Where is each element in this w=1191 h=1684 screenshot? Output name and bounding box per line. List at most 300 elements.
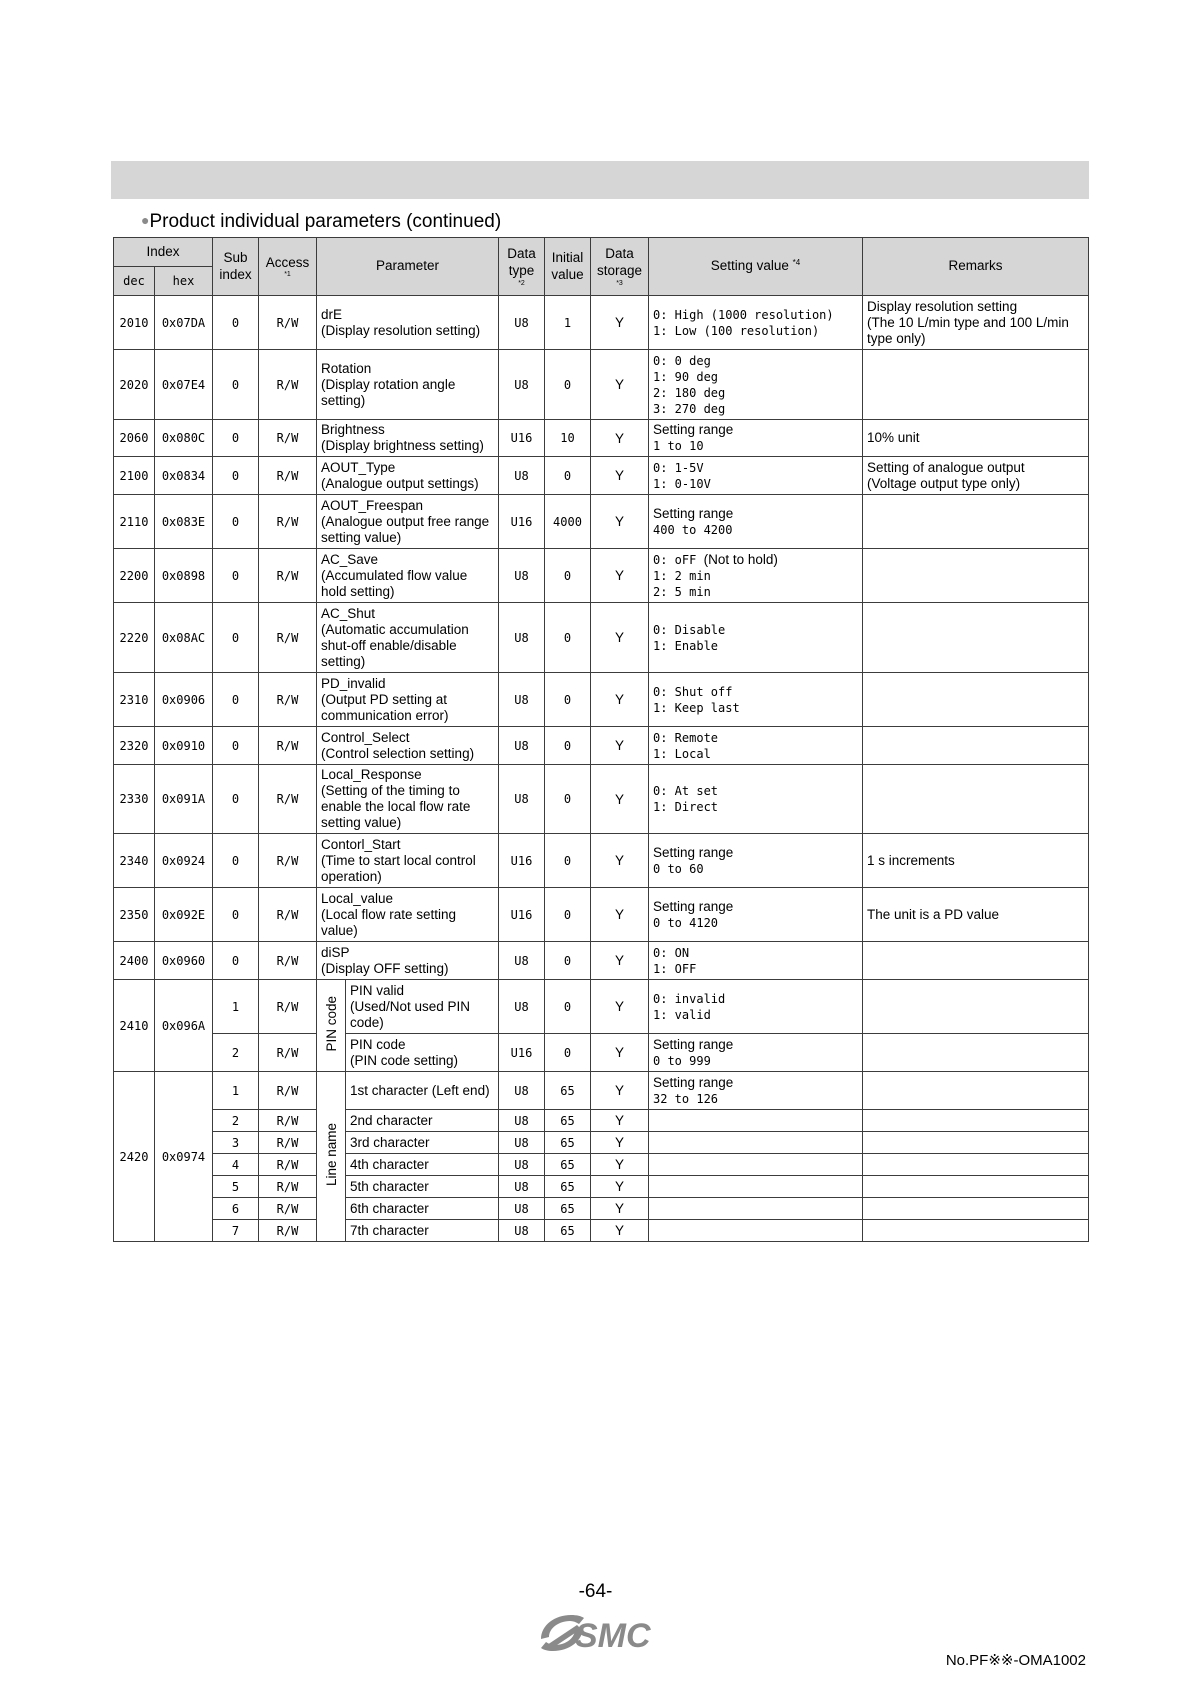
parameter-cell bbox=[317, 549, 499, 603]
hex-index-cell: 0x0906 bbox=[155, 673, 213, 727]
remarks-cell-line: Display resolution setting bbox=[867, 298, 1018, 314]
setting-value-cell bbox=[649, 296, 863, 350]
parameter-cell-line: (Analogue output free range bbox=[321, 513, 490, 529]
access-cell: R/W bbox=[259, 457, 317, 495]
section-heading bbox=[141, 211, 501, 233]
parameter-cell bbox=[317, 603, 499, 673]
header-hex: hex bbox=[155, 267, 213, 296]
parameter-cell-line: setting) bbox=[321, 392, 366, 408]
parameter-cell-line: (Local flow rate setting bbox=[321, 906, 457, 922]
access-cell: R/W bbox=[259, 727, 317, 765]
setting-value-cell bbox=[649, 1072, 863, 1110]
data-type-cell: U8 bbox=[499, 1198, 545, 1220]
table-row bbox=[114, 765, 1089, 834]
parameter-cell-line: AC_Save bbox=[321, 551, 379, 567]
setting-value-cell bbox=[649, 834, 863, 888]
data-storage-cell: Y bbox=[591, 603, 649, 673]
remarks-cell bbox=[863, 834, 1089, 888]
initial-value-cell: 0 bbox=[545, 673, 591, 727]
setting-value-line: 0 to 60 bbox=[653, 861, 704, 876]
sub-index-cell: 0 bbox=[213, 457, 259, 495]
dec-index-cell: 2060 bbox=[114, 420, 155, 457]
parameter-cell-line: (PIN code setting) bbox=[350, 1052, 459, 1068]
setting-note: (Not to hold) bbox=[703, 551, 778, 567]
setting-value-line: 3: 270 deg bbox=[653, 401, 726, 416]
remarks-cell-line: 10% unit bbox=[867, 430, 920, 445]
remarks-cell bbox=[863, 296, 1089, 350]
parameter-cell-line: (Display rotation angle bbox=[321, 376, 456, 392]
access-cell: R/W bbox=[259, 765, 317, 834]
data-type-cell: U8 bbox=[499, 1110, 545, 1132]
parameter-cell-line: (Display brightness setting) bbox=[321, 438, 484, 453]
table-row bbox=[114, 980, 1089, 1034]
parameter-cell-line: 4th character bbox=[350, 1156, 429, 1172]
setting-value-cell bbox=[649, 603, 863, 673]
setting-value-line: Setting range bbox=[653, 844, 734, 860]
remarks-cell bbox=[863, 1198, 1089, 1220]
header-setting-value: Setting value $^{*4}$ bbox=[649, 238, 863, 296]
parameter-cell-line: hold setting) bbox=[321, 583, 395, 599]
access-cell: R/W bbox=[259, 673, 317, 727]
data-storage-cell: Y bbox=[591, 1132, 649, 1154]
dec-index-cell: 2100 bbox=[114, 457, 155, 495]
sub-index-cell: 1 bbox=[213, 980, 259, 1034]
data-type-cell: U16 bbox=[499, 495, 545, 549]
remarks-cell bbox=[863, 1034, 1089, 1072]
parameter-cell-line: Rotation bbox=[321, 360, 372, 376]
sub-index-cell: 5 bbox=[213, 1176, 259, 1198]
setting-value-cell bbox=[649, 1154, 863, 1176]
setting-value-line: 0: 0 deg bbox=[653, 353, 711, 368]
bullet-icon: ● bbox=[141, 212, 150, 228]
table-row bbox=[114, 1034, 1089, 1072]
setting-value-line: 1: 0-10V bbox=[653, 476, 711, 491]
access-cell: R/W bbox=[259, 1154, 317, 1176]
parameter-cell bbox=[317, 765, 499, 834]
initial-value-cell: 4000 bbox=[545, 495, 591, 549]
setting-value-line: 1: 90 deg bbox=[653, 369, 719, 384]
access-cell: R/W bbox=[259, 1198, 317, 1220]
data-type-cell: U8 bbox=[499, 1154, 545, 1176]
initial-value-cell: 0 bbox=[545, 765, 591, 834]
data-storage-cell: Y bbox=[591, 1198, 649, 1220]
data-type-cell: U8 bbox=[499, 1132, 545, 1154]
dec-index-cell: 2110 bbox=[114, 495, 155, 549]
parameter-cell-line: Contorl_Start bbox=[321, 836, 401, 852]
header-sub-index: Sub index bbox=[213, 238, 259, 296]
parameter-cell-line: setting) bbox=[321, 653, 366, 669]
hex-index-cell: 0x080C bbox=[155, 420, 213, 457]
initial-value-cell: 0 bbox=[545, 1034, 591, 1072]
parameter-cell-line: (Analogue output settings) bbox=[321, 475, 479, 491]
hex-index-cell: 0x0974 bbox=[155, 1072, 213, 1242]
group-label-cell bbox=[317, 980, 346, 1072]
parameter-cell bbox=[346, 1198, 499, 1220]
parameter-cell bbox=[346, 980, 499, 1034]
table-row bbox=[114, 1198, 1089, 1220]
sub-index-cell: 0 bbox=[213, 673, 259, 727]
initial-value-cell: 1 bbox=[545, 296, 591, 350]
dec-index-cell: 2310 bbox=[114, 673, 155, 727]
parameter-cell bbox=[317, 495, 499, 549]
parameter-cell-line: AOUT_Freespan bbox=[321, 497, 424, 513]
sub-index-cell: 0 bbox=[213, 296, 259, 350]
parameters-table bbox=[113, 237, 1089, 1242]
initial-value-cell: 65 bbox=[545, 1154, 591, 1176]
hex-index-cell: 0x0924 bbox=[155, 834, 213, 888]
sub-index-cell: 0 bbox=[213, 727, 259, 765]
setting-value-cell bbox=[649, 765, 863, 834]
remarks-cell-line: Setting of analogue output bbox=[867, 459, 1025, 475]
dec-index-cell: 2400 bbox=[114, 942, 155, 980]
sub-index-cell: 4 bbox=[213, 1154, 259, 1176]
parameter-cell-line: 5th character bbox=[350, 1178, 429, 1194]
data-storage-cell: Y bbox=[591, 727, 649, 765]
parameter-cell-line: (Automatic accumulation bbox=[321, 621, 469, 637]
access-cell: R/W bbox=[259, 350, 317, 420]
parameter-cell-line: Local_Response bbox=[321, 767, 422, 782]
data-storage-cell: Y bbox=[591, 1072, 649, 1110]
initial-value-cell: 65 bbox=[545, 1176, 591, 1198]
dec-index-cell: 2330 bbox=[114, 765, 155, 834]
remarks-cell-line: (Voltage output type only) bbox=[867, 475, 1021, 491]
data-type-cell: U8 bbox=[499, 942, 545, 980]
sub-index-cell: 7 bbox=[213, 1220, 259, 1242]
parameter-cell-line: operation) bbox=[321, 868, 382, 884]
dec-index-cell: 2340 bbox=[114, 834, 155, 888]
parameter-cell-line: value) bbox=[321, 922, 358, 938]
parameter-cell-line: PIN code bbox=[350, 1036, 406, 1052]
table-row bbox=[114, 1110, 1089, 1132]
note-marker: *2 bbox=[518, 279, 525, 287]
dec-index-cell: 2220 bbox=[114, 603, 155, 673]
document-number: No.PF※※-OMA1002 bbox=[945, 1652, 1086, 1669]
hex-index-cell: 0x096A bbox=[155, 980, 213, 1072]
remarks-cell bbox=[863, 1110, 1089, 1132]
sub-index-cell: 0 bbox=[213, 603, 259, 673]
access-cell: R/W bbox=[259, 549, 317, 603]
remarks-cell-line: 1 s increments bbox=[867, 852, 955, 868]
setting-value-cell bbox=[649, 980, 863, 1034]
data-type-cell: U16 bbox=[499, 834, 545, 888]
parameter-cell-line: (Time to start local control bbox=[321, 852, 476, 868]
remarks-cell bbox=[863, 549, 1089, 603]
sub-index-cell: 3 bbox=[213, 1132, 259, 1154]
parameter-cell bbox=[346, 1154, 499, 1176]
initial-value-cell: 65 bbox=[545, 1220, 591, 1242]
parameter-cell-line: Local_value bbox=[321, 890, 394, 906]
table-row bbox=[114, 549, 1089, 603]
setting-value-line: 0: 1-5V bbox=[653, 460, 704, 475]
setting-value-cell bbox=[649, 1176, 863, 1198]
setting-value-line: 1: OFF bbox=[653, 961, 697, 976]
initial-value-cell: 10 bbox=[545, 420, 591, 457]
data-storage-cell: Y bbox=[591, 765, 649, 834]
setting-value-cell bbox=[649, 942, 863, 980]
table-row bbox=[114, 834, 1089, 888]
data-storage-cell: Y bbox=[591, 1220, 649, 1242]
data-storage-cell: Y bbox=[591, 420, 649, 457]
remarks-cell bbox=[863, 765, 1089, 834]
initial-value-cell: 0 bbox=[545, 350, 591, 420]
data-storage-cell: Y bbox=[591, 1034, 649, 1072]
svg-text:SMC: SMC bbox=[575, 1617, 651, 1655]
parameter-cell-line: (Control selection setting) bbox=[321, 745, 475, 761]
sub-index-cell: 0 bbox=[213, 942, 259, 980]
table-row bbox=[114, 350, 1089, 420]
header-initial-value: Initial value bbox=[545, 238, 591, 296]
group-label-cell bbox=[317, 1072, 346, 1242]
sub-index-cell: 0 bbox=[213, 495, 259, 549]
remarks-cell bbox=[863, 495, 1089, 549]
initial-value-cell: 65 bbox=[545, 1110, 591, 1132]
data-storage-cell: Y bbox=[591, 888, 649, 942]
access-cell: R/W bbox=[259, 1220, 317, 1242]
setting-value-cell bbox=[649, 1132, 863, 1154]
setting-value-line: 1: 2 min bbox=[653, 568, 711, 583]
access-cell: R/W bbox=[259, 420, 317, 457]
smc-logo bbox=[537, 1609, 663, 1655]
remarks-cell-line: (The 10 L/min type and 100 L/min bbox=[867, 314, 1069, 330]
data-type-cell: U8 bbox=[499, 1176, 545, 1198]
data-type-cell: U8 bbox=[499, 1072, 545, 1110]
parameter-cell bbox=[346, 1034, 499, 1072]
setting-code: 0: oFF bbox=[653, 552, 704, 567]
hex-index-cell: 0x0898 bbox=[155, 549, 213, 603]
hex-index-cell: 0x08AC bbox=[155, 603, 213, 673]
setting-value-line: Setting range bbox=[653, 505, 734, 521]
initial-value-cell: 0 bbox=[545, 888, 591, 942]
header-parameter: Parameter bbox=[317, 238, 499, 296]
parameter-cell-line: code) bbox=[350, 1014, 384, 1030]
parameter-cell-line: enable the local flow rate bbox=[321, 799, 471, 814]
setting-value-line: 0: Shut off bbox=[653, 684, 733, 699]
parameter-cell bbox=[346, 1072, 499, 1110]
sub-index-cell: 6 bbox=[213, 1198, 259, 1220]
hex-index-cell: 0x091A bbox=[155, 765, 213, 834]
parameter-cell-line: (Used/Not used PIN bbox=[350, 998, 471, 1014]
header-data-storage: Data storage *3 bbox=[591, 238, 649, 296]
remarks-cell bbox=[863, 980, 1089, 1034]
table-row bbox=[114, 727, 1089, 765]
remarks-cell bbox=[863, 350, 1089, 420]
table-row bbox=[114, 603, 1089, 673]
data-type-cell: U16 bbox=[499, 1034, 545, 1072]
dec-index-cell: 2410 bbox=[114, 980, 155, 1072]
data-type-cell: U8 bbox=[499, 350, 545, 420]
data-type-cell: U8 bbox=[499, 1220, 545, 1242]
hex-index-cell: 0x0834 bbox=[155, 457, 213, 495]
setting-value-line: Setting range bbox=[653, 898, 734, 914]
parameter-cell bbox=[317, 673, 499, 727]
data-type-cell: U16 bbox=[499, 888, 545, 942]
setting-value-line: 1 to 10 bbox=[653, 439, 704, 453]
setting-value-line: 400 to 4200 bbox=[653, 522, 733, 537]
parameter-cell bbox=[346, 1220, 499, 1242]
header-row bbox=[114, 238, 1089, 267]
table-row bbox=[114, 888, 1089, 942]
parameter-cell-line: PIN valid bbox=[350, 982, 405, 998]
setting-value-line: 0: Disable bbox=[653, 622, 726, 637]
sub-index-cell: 0 bbox=[213, 765, 259, 834]
remarks-cell bbox=[863, 1154, 1089, 1176]
table-row bbox=[114, 420, 1089, 457]
sub-index-cell: 0 bbox=[213, 350, 259, 420]
parameter-cell-line: 2nd character bbox=[350, 1112, 433, 1128]
setting-value-cell bbox=[649, 673, 863, 727]
setting-value-cell bbox=[649, 457, 863, 495]
data-type-cell: U8 bbox=[499, 673, 545, 727]
initial-value-cell: 0 bbox=[545, 727, 591, 765]
dec-index-cell: 2200 bbox=[114, 549, 155, 603]
parameter-cell-line: AOUT_Type bbox=[321, 459, 396, 475]
access-cell: R/W bbox=[259, 942, 317, 980]
parameter-cell bbox=[317, 942, 499, 980]
access-cell: R/W bbox=[259, 495, 317, 549]
data-type-cell: U8 bbox=[499, 457, 545, 495]
parameter-cell-line: drE bbox=[321, 306, 343, 322]
parameter-cell bbox=[346, 1110, 499, 1132]
remarks-cell bbox=[863, 1220, 1089, 1242]
parameter-cell-line: PD_invalid bbox=[321, 675, 386, 691]
parameter-cell-line: AC_Shut bbox=[321, 605, 376, 621]
parameter-cell-line: diSP bbox=[321, 944, 350, 960]
table-row bbox=[114, 457, 1089, 495]
access-cell: R/W bbox=[259, 834, 317, 888]
setting-value-line: 0: invalid bbox=[653, 991, 726, 1006]
data-storage-cell: Y bbox=[591, 1154, 649, 1176]
setting-value-line: Setting range bbox=[653, 422, 734, 437]
parameter-cell bbox=[317, 727, 499, 765]
sub-index-cell: 0 bbox=[213, 549, 259, 603]
table-row bbox=[114, 495, 1089, 549]
access-cell: R/W bbox=[259, 1176, 317, 1198]
table-row bbox=[114, 1176, 1089, 1198]
data-type-cell: U16 bbox=[499, 420, 545, 457]
data-storage-cell: Y bbox=[591, 980, 649, 1034]
parameter-cell bbox=[317, 296, 499, 350]
data-storage-cell: Y bbox=[591, 1110, 649, 1132]
data-storage-cell: Y bbox=[591, 834, 649, 888]
setting-value-line: 0 to 999 bbox=[653, 1053, 711, 1068]
parameter-cell-line: 1st character (Left end) bbox=[350, 1082, 490, 1098]
dec-index-cell: 2420 bbox=[114, 1072, 155, 1242]
setting-value-line: 0: High (1000 resolution) bbox=[653, 307, 834, 322]
setting-value-line: 1: Local bbox=[653, 746, 711, 761]
dec-index-cell: 2010 bbox=[114, 296, 155, 350]
setting-value-line: Setting range bbox=[653, 1074, 734, 1090]
initial-value-cell: 0 bbox=[545, 457, 591, 495]
setting-value-line: 2: 180 deg bbox=[653, 385, 726, 400]
table-row bbox=[114, 673, 1089, 727]
remarks-cell-line: The unit is a PD value bbox=[867, 906, 1000, 922]
setting-value-cell bbox=[649, 1110, 863, 1132]
sub-index-cell: 1 bbox=[213, 1072, 259, 1110]
access-cell: R/W bbox=[259, 603, 317, 673]
initial-value-cell: 0 bbox=[545, 549, 591, 603]
setting-value-line: 1: Low (100 resolution) bbox=[653, 323, 820, 338]
initial-value-cell: 0 bbox=[545, 603, 591, 673]
sub-index-cell: 0 bbox=[213, 834, 259, 888]
parameter-cell-line: 7th character bbox=[350, 1222, 429, 1238]
initial-value-cell: 65 bbox=[545, 1132, 591, 1154]
access-cell: R/W bbox=[259, 888, 317, 942]
access-cell: R/W bbox=[259, 1034, 317, 1072]
setting-value-cell bbox=[649, 549, 863, 603]
data-type-cell: U8 bbox=[499, 765, 545, 834]
data-storage-cell: Y bbox=[591, 457, 649, 495]
parameter-cell-line: setting value) bbox=[321, 529, 402, 545]
header-dec: dec bbox=[114, 267, 155, 296]
remarks-cell bbox=[863, 942, 1089, 980]
data-type-cell: U8 bbox=[499, 549, 545, 603]
data-type-cell: U8 bbox=[499, 603, 545, 673]
setting-value-cell bbox=[649, 420, 863, 457]
parameter-cell bbox=[346, 1176, 499, 1198]
initial-value-cell: 0 bbox=[545, 980, 591, 1034]
parameter-cell-line: communication error) bbox=[321, 707, 449, 723]
note-marker: *4 bbox=[792, 258, 801, 268]
sub-index-cell: 2 bbox=[213, 1034, 259, 1072]
setting-value-line: 0: Remote bbox=[653, 730, 719, 745]
setting-value-line: 0 to 4120 bbox=[653, 915, 719, 930]
parameter-cell-line: (Setting of the timing to bbox=[321, 783, 460, 798]
access-cell: R/W bbox=[259, 1132, 317, 1154]
access-cell: R/W bbox=[259, 296, 317, 350]
dec-index-cell: 2350 bbox=[114, 888, 155, 942]
setting-value-line: 1: Keep last bbox=[653, 700, 740, 715]
setting-value-cell bbox=[649, 888, 863, 942]
header-band bbox=[111, 161, 1089, 199]
setting-value-line: 32 to 126 bbox=[653, 1091, 719, 1106]
header-remarks: Remarks bbox=[863, 238, 1089, 296]
setting-value-cell bbox=[649, 495, 863, 549]
data-storage-cell: Y bbox=[591, 942, 649, 980]
dec-index-cell: 2320 bbox=[114, 727, 155, 765]
data-storage-cell: Y bbox=[591, 1176, 649, 1198]
setting-value-cell bbox=[649, 727, 863, 765]
setting-value-line: 0: ON bbox=[653, 945, 690, 960]
section-title: Product individual parameters (continued) bbox=[149, 211, 502, 232]
table-row bbox=[114, 296, 1089, 350]
parameter-cell-line: (Accumulated flow value bbox=[321, 567, 468, 583]
page-number: -64- bbox=[578, 1581, 613, 1602]
table-row bbox=[114, 1072, 1089, 1110]
table-row bbox=[114, 1132, 1089, 1154]
group-label: PIN code bbox=[323, 996, 339, 1052]
data-type-cell: U8 bbox=[499, 727, 545, 765]
data-storage-cell: Y bbox=[591, 673, 649, 727]
setting-value-cell bbox=[649, 1220, 863, 1242]
setting-value-cell bbox=[649, 1198, 863, 1220]
parameter-cell bbox=[317, 457, 499, 495]
parameter-cell-line: 3rd character bbox=[350, 1134, 430, 1150]
setting-value-cell bbox=[649, 350, 863, 420]
setting-value-line: 1: Direct bbox=[653, 800, 719, 814]
remarks-cell bbox=[863, 457, 1089, 495]
initial-value-cell: 0 bbox=[545, 942, 591, 980]
parameter-cell-line: 6th character bbox=[350, 1200, 429, 1216]
setting-value-line: 2: 5 min bbox=[653, 584, 711, 599]
sub-index-cell: 0 bbox=[213, 888, 259, 942]
parameter-cell-line: (Display OFF setting) bbox=[321, 960, 449, 976]
data-storage-cell: Y bbox=[591, 350, 649, 420]
remarks-cell bbox=[863, 673, 1089, 727]
parameter-cell-line: (Output PD setting at bbox=[321, 691, 448, 707]
note-marker: *1 bbox=[284, 271, 291, 279]
parameter-cell bbox=[317, 834, 499, 888]
access-cell: R/W bbox=[259, 1072, 317, 1110]
